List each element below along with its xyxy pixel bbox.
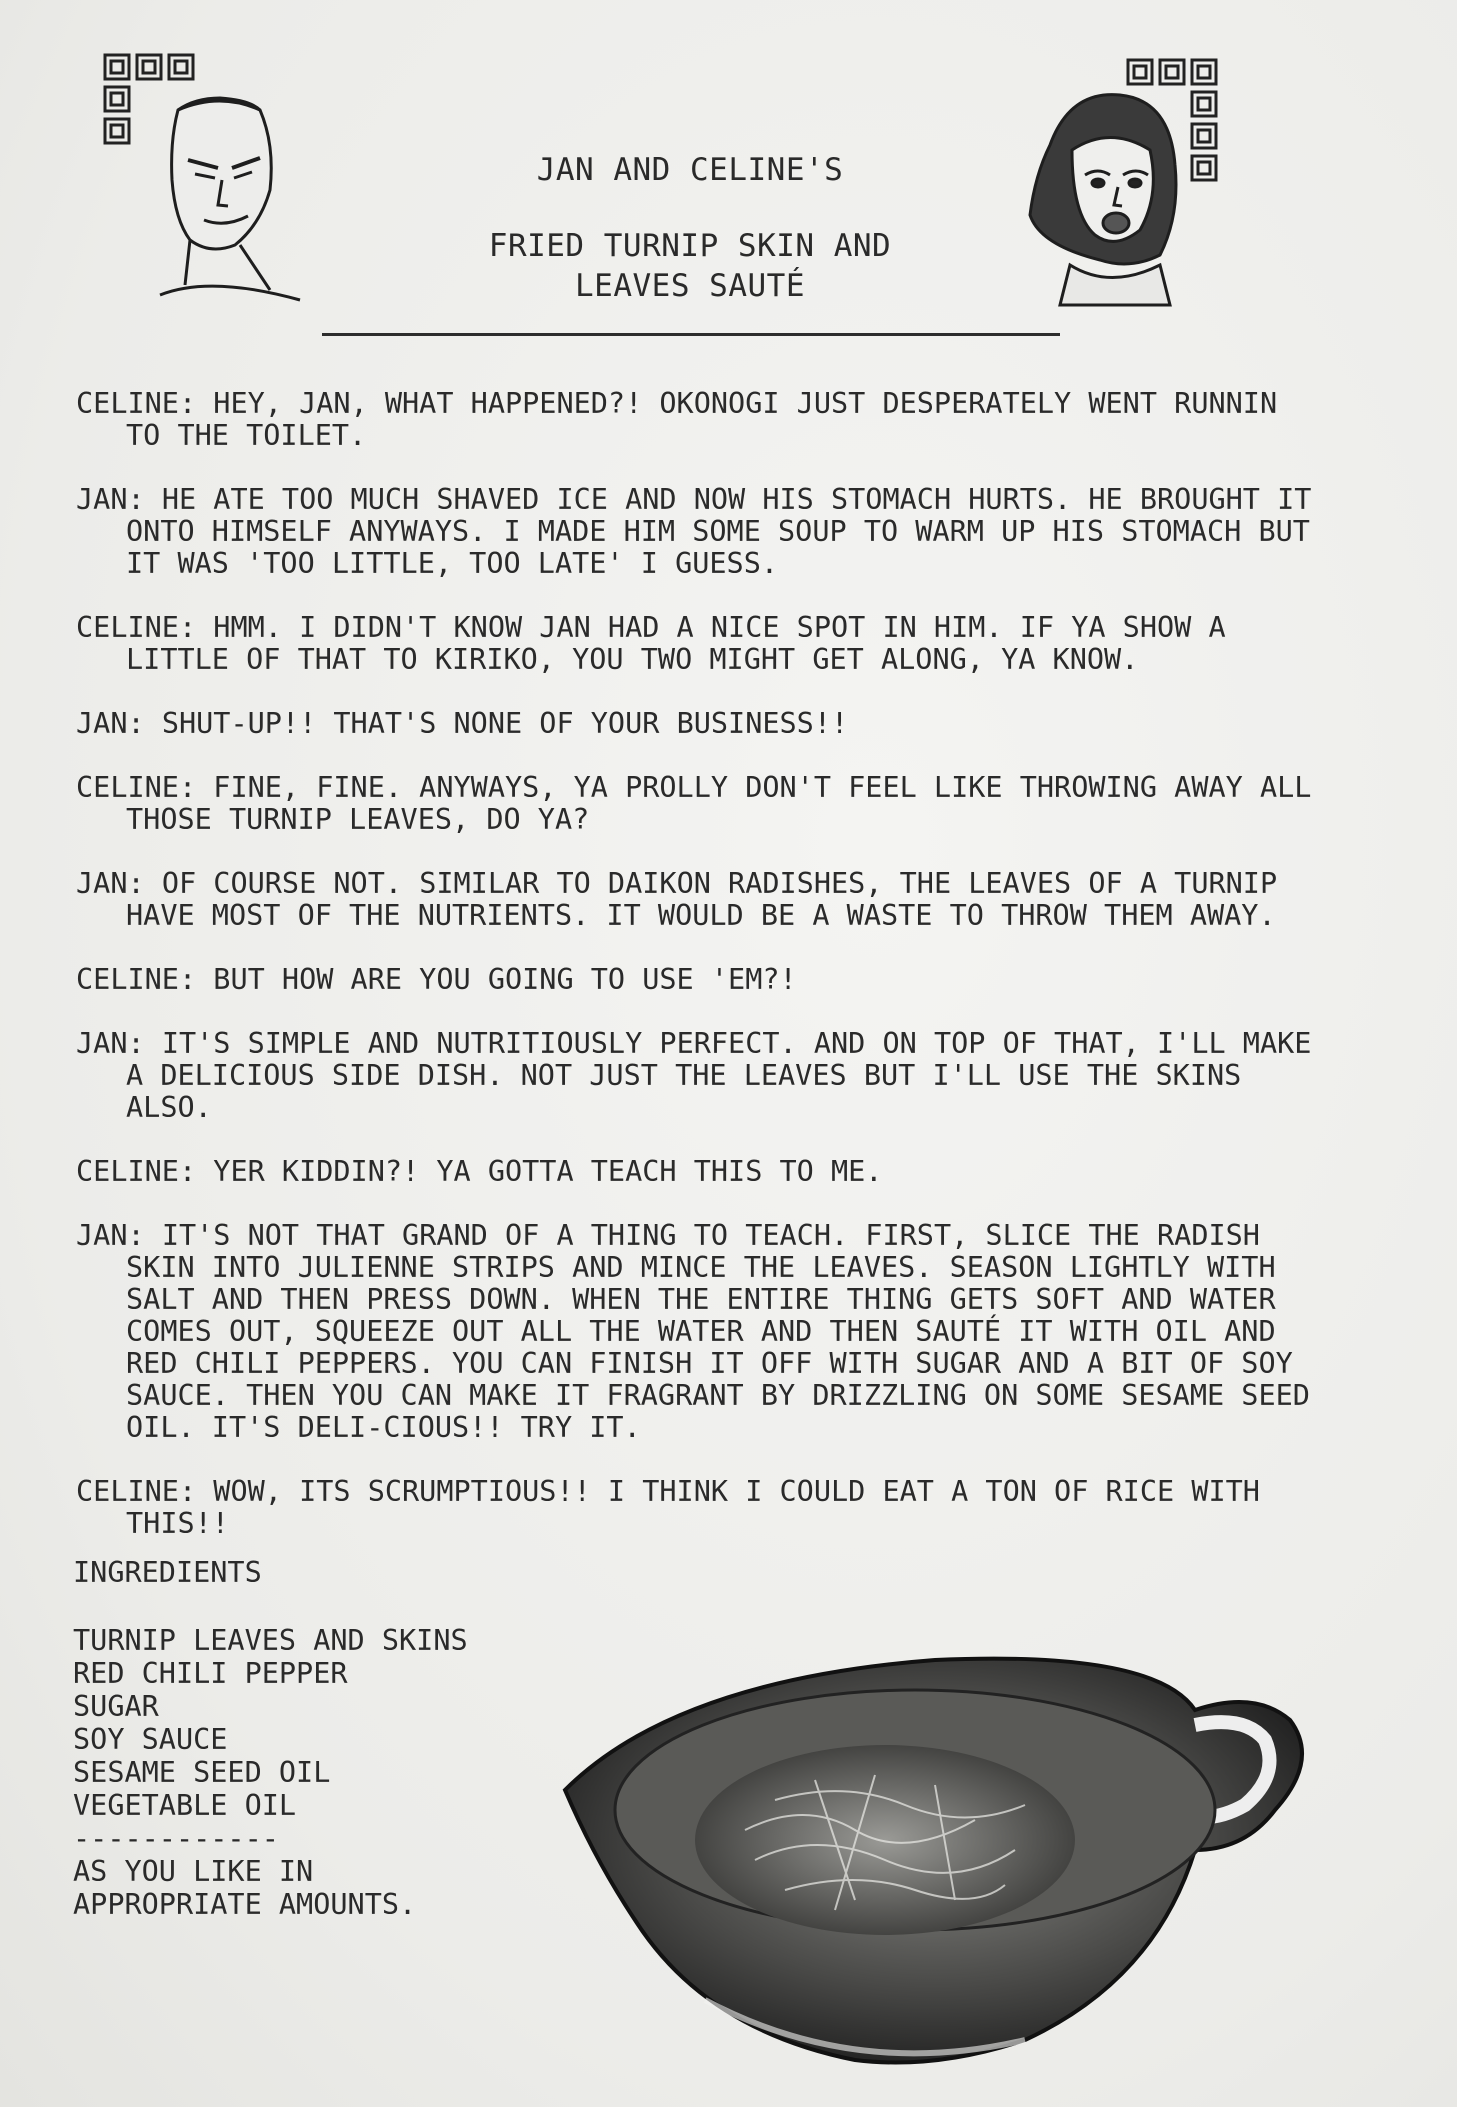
dialogue-line: CELINE: WOW, ITS SCRUMPTIOUS!! I THINK I COULD EAT A TON OF RICE WITH THIS!! (76, 1475, 1260, 1540)
ingredients-note: AS YOU LIKE IN (73, 1855, 314, 1888)
title-line-2: FRIED TURNIP SKIN AND (488, 228, 892, 264)
dialogue-line: CELINE: BUT HOW ARE YOU GOING TO USE 'EM?! (76, 963, 797, 996)
celine-portrait (1010, 55, 1260, 325)
title-divider (322, 333, 1060, 336)
ingredient-item: SOY SAUCE (73, 1723, 228, 1756)
jan-portrait (100, 50, 330, 320)
dialogue-line: JAN: OF COURSE NOT. SIMILAR TO DAIKON RADISHES, THE LEAVES OF A TURNIP HAVE MOST OF THE NUTRIENTS. IT WOULD BE A WASTE TO THROW THEM AWAY. (76, 867, 1278, 932)
ingredient-item: RED CHILI PEPPER (73, 1657, 348, 1690)
dialogue-line: CELINE: YER KIDDIN?! YA GOTTA TEACH THIS TO ME. (76, 1155, 883, 1188)
dialogue-line: JAN: IT'S NOT THAT GRAND OF A THING TO TEACH. FIRST, SLICE THE RADISH SKIN INTO JULIENNE STRIPS AND MINCE THE LEAVES. SEASON LIGHTLY WITH SALT AND THEN PRESS DOWN. WHEN THE ENTIRE THING GETS SOFT AND WATER COMES OUT, SQUEEZE OUT ALL THE WATER AND THEN SAUTÉ IT WITH OIL AND RED CHILI PEPPERS. YOU CAN FINISH IT OFF WITH SUGAR AND A BIT OF SOY SAUCE. THEN YOU CAN MAKE IT FRAGRANT BY DRIZZLING ON SOME SESAME SEED OIL. IT'S DELI-CIOUS!! TRY IT. (76, 1219, 1310, 1444)
ingredients-note: APPROPRIATE AMOUNTS. (73, 1888, 417, 1921)
dialogue-line: CELINE: FINE, FINE. ANYWAYS, YA PROLLY DON'T FEEL LIKE THROWING AWAY ALL THOSE TURNIP LEAVES, DO YA? (76, 771, 1312, 836)
ingredients-separator: ------------ (73, 1822, 279, 1855)
dialogue-line: JAN: HE ATE TOO MUCH SHAVED ICE AND NOW HIS STOMACH HURTS. HE BROUGHT IT ONTO HIMSELF ANYWAYS. I MADE HIM SOME SOUP TO WARM UP HIS STOMACH BUT IT WAS 'TOO LITTLE, TOO LATE' I GUESS. (76, 483, 1312, 580)
ingredient-item: SESAME SEED OIL (73, 1756, 331, 1789)
dialogue-section (76, 388, 1321, 1572)
ingredients-heading: INGREDIENTS (73, 1556, 262, 1589)
ingredient-item: SUGAR (73, 1690, 159, 1723)
sauce-bowl-illustration (555, 1600, 1315, 2080)
ingredient-item: TURNIP LEAVES AND SKINS (73, 1624, 468, 1657)
recipe-title (400, 150, 980, 306)
dialogue-line: JAN: SHUT-UP!! THAT'S NONE OF YOUR BUSINESS!! (76, 707, 849, 740)
ingredient-item: VEGETABLE OIL (73, 1789, 297, 1822)
title-line-1: JAN AND CELINE'S (536, 152, 844, 188)
title-line-3: LEAVES SAUTÉ (575, 268, 805, 304)
dialogue-line: JAN: IT'S SIMPLE AND NUTRITIOUSLY PERFECT. AND ON TOP OF THAT, I'LL MAKE A DELICIOUS SIDE DISH. NOT JUST THE LEAVES BUT I'LL USE THE SKINS ALSO. (76, 1027, 1312, 1124)
dialogue-line: CELINE: HEY, JAN, WHAT HAPPENED?! OKONOGI JUST DESPERATELY WENT RUNNIN TO THE TOILET. (76, 387, 1278, 452)
ingredients-list (73, 1624, 468, 1921)
dialogue-line: CELINE: HMM. I DIDN'T KNOW JAN HAD A NICE SPOT IN HIM. IF YA SHOW A LITTLE OF THAT TO KIRIKO, YOU TWO MIGHT GET ALONG, YA KNOW. (76, 611, 1226, 676)
